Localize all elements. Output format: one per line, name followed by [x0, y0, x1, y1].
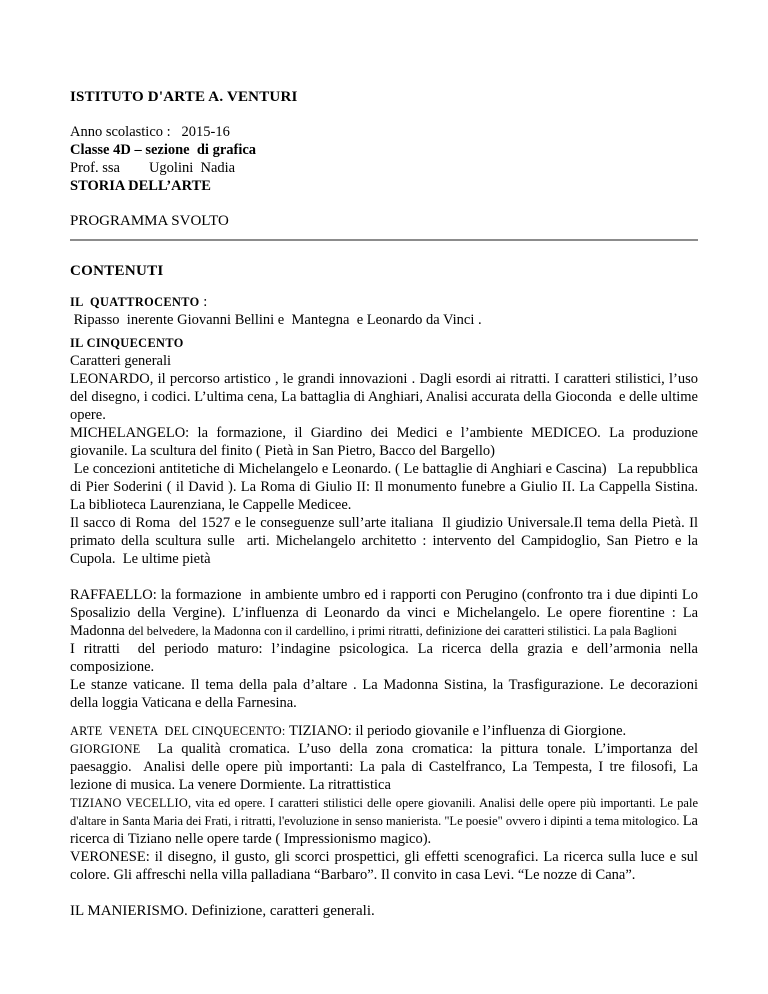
- manierismo-line: IL MANIERISMO. Definizione, caratteri generali.: [70, 903, 375, 919]
- tiziano-vecellio-paragraph: [70, 794, 702, 848]
- giorgione-rest: La qualità cromatica. L’uso della zona cromatica: la pittura tonale. L’importanza del paesaggio. Analisi delle opere più importanti: La pala di Castelfranco, La Tempesta, I tre filosofi, La lezione di musica. La venere Dormiente. La ritrattistica: [70, 741, 702, 793]
- raffaello-small-text: del belvedere, la Madonna con il cardellino, i primi ritratti, definizione dei caratteri stilistici. La pala Baglioni: [128, 624, 677, 638]
- programma-svolto-line: PROGRAMMA SVOLTO: [70, 213, 229, 229]
- contenuti-heading: CONTENUTI: [70, 263, 164, 279]
- michelangelo-paragraph: MICHELANGELO: la formazione, il Giardino dei Medici e l’ambiente MEDICEO. La produzione giovanile. La scultura del finito ( Pietà in San Pietro, Bacco del Bargello): [70, 425, 702, 459]
- quattrocento-paragraph: Ripasso inerente Giovanni Bellini e Mantegna e Leonardo da Vinci .: [70, 312, 482, 328]
- tiziano-vecellio-label: TIZIANO VECELLIO: [70, 796, 188, 810]
- giorgione-label: GIORGIONE: [70, 742, 141, 756]
- stanze-vaticane-paragraph: Le stanze vaticane. Il tema della pala d’altare . La Madonna Sistina, la Trasfigurazione. Le decorazioni della loggia Vaticana e della Farnesina.: [70, 677, 702, 711]
- leonardo-paragraph: LEONARDO, il percorso artistico , le grandi innovazioni . Dagli esordi ai ritratti. I caratteri stilistici, l’uso del disegno, i codici. L’ultima cena, La battaglia di Anghiari, Analisi accurata della Gioconda e delle ultime opere.: [70, 371, 702, 423]
- arte-veneta-label: ARTE VENETA DEL CINQUECENTO:: [70, 724, 286, 738]
- sacco-di-roma-paragraph: Il sacco di Roma del 1527 e le conseguenze sull’arte italiana Il giudizio Universale.Il tema della Pietà. Il primato della scultura sulle arti. Michelangelo architetto : intervento del Campidoglio, San Pietro e la Cupola. Le ultime pietà: [70, 515, 702, 567]
- prof-line: Prof. ssa Ugolini Nadia: [70, 160, 236, 176]
- ritratti-paragraph: I ritratti del periodo maturo: l’indagine psicologica. La ricerca della grazia e dell’armonia nella composizione.: [70, 641, 702, 675]
- caratteri-generali-line: Caratteri generali: [70, 353, 172, 369]
- classe-line: Classe 4D – sezione di grafica: [70, 142, 257, 158]
- quattrocento-heading-label: IL QUATTROCENTO: [70, 295, 200, 309]
- cinquecento-heading: IL CINQUECENTO: [70, 336, 184, 350]
- horizontal-rule: [70, 239, 698, 241]
- tiziano-normal-text: La ricerca di Tiziano nelle opere tarde ( Impressionismo magico).: [70, 813, 702, 847]
- veronese-paragraph: VERONESE: il disegno, il gusto, gli scorci prospettici, gli effetti scenografici. La ricerca sulla luce e sul colore. Gli affreschi nella villa palladiana “Barbaro”. Il convito in casa Levi. “Le nozze di Cana”.: [70, 849, 702, 883]
- tiziano-small-text: , vita ed opere. I caratteri stilistici delle opere giovanili. Analisi delle opere più importanti. Le pale d'altare in Santa Maria dei Frati, i ritratti, l'evoluzione in senso manierista. "Le poesie" ovvero i dipinti a tema mitologico.: [70, 796, 702, 828]
- institute-title: ISTITUTO D'ARTE A. VENTURI: [70, 89, 298, 105]
- quattrocento-heading: [70, 293, 698, 311]
- quattrocento-heading-colon: :: [199, 294, 208, 310]
- raffaello-paragraph: [70, 586, 702, 640]
- raffaello-main-text: RAFFAELLO: la formazione in ambiente umbro ed i rapporti con Perugino (confronto tra i due dipinti Lo Sposalizio della Vergine). L’influenza di Leonardo da vinci e Michelangelo. Le opere fiorentine : La Madonna: [70, 587, 702, 639]
- materia-line: STORIA DELL’ARTE: [70, 178, 211, 194]
- anno-scolastico-line: Anno scolastico : 2015-16: [70, 124, 230, 140]
- giorgione-paragraph: [70, 740, 702, 794]
- arte-veneta-rest: TIZIANO: il periodo giovanile e l’influenza di Giorgione.: [285, 723, 627, 739]
- concezioni-paragraph: Le concezioni antitetiche di Michelangelo e Leonardo. ( Le battaglie di Anghiari e Cascina) La repubblica di Pier Soderini ( il David ). La Roma di Giulio II: Il monumento funebre a Giulio II. La Cappella Sistina. La biblioteca Laurenziana, le Cappelle Medicee.: [70, 461, 702, 513]
- arte-veneta-line: [70, 722, 698, 740]
